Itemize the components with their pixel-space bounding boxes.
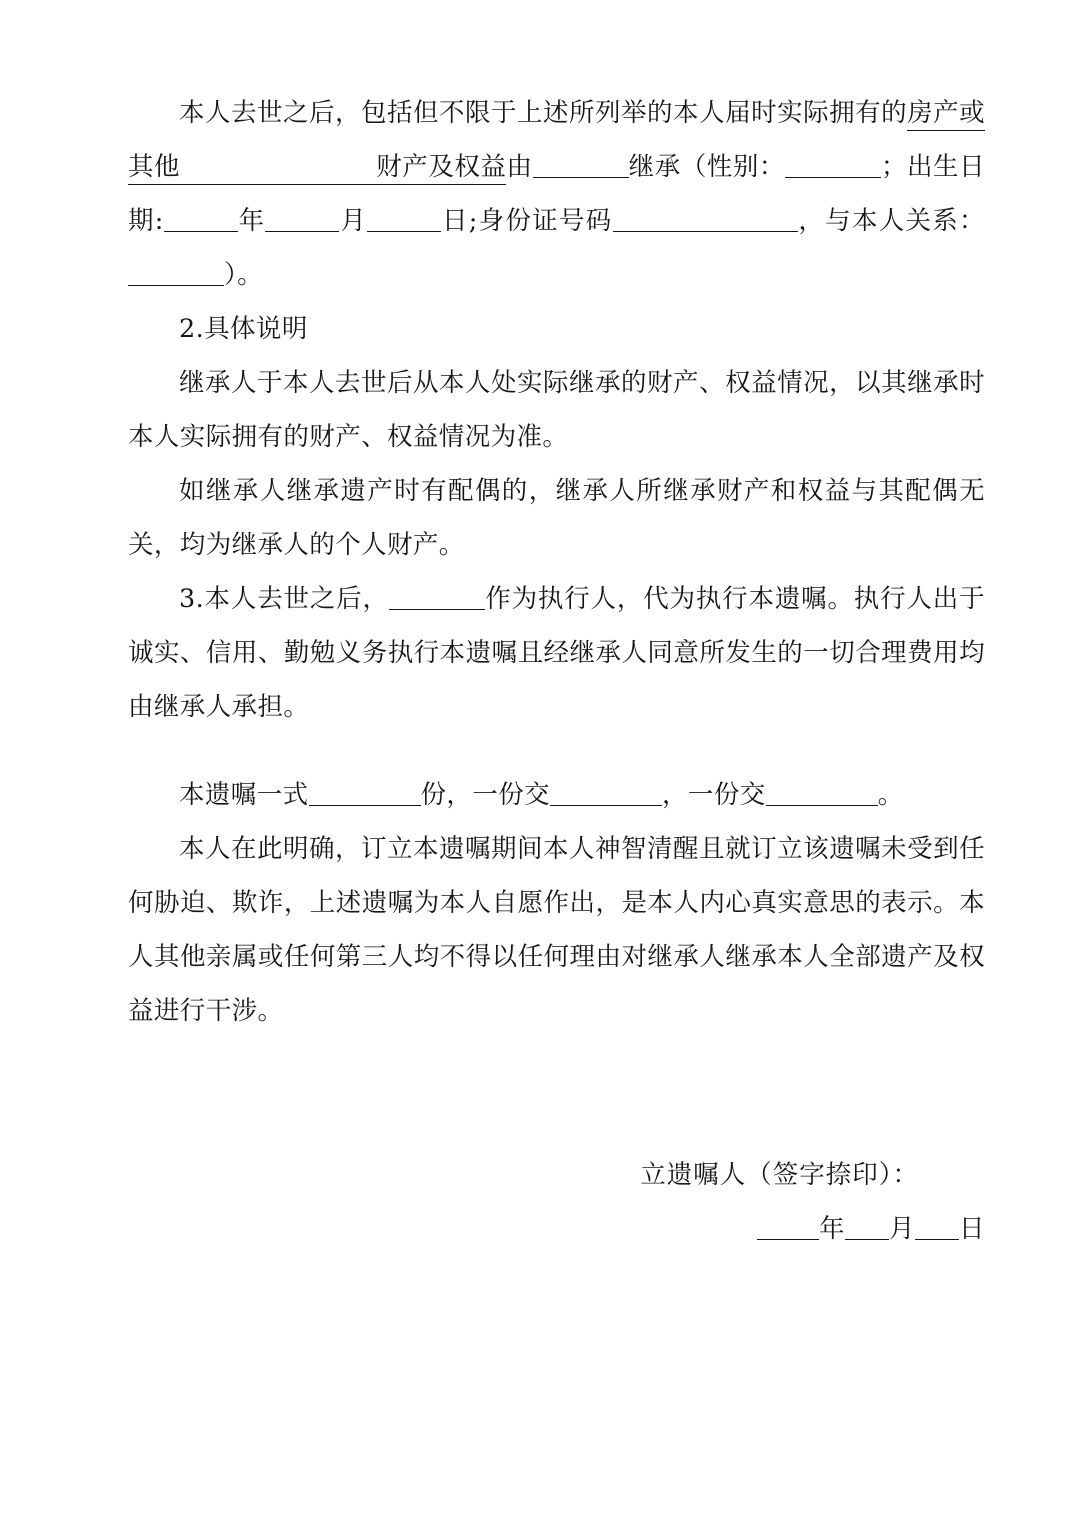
- clause-1-semicolon: ；: [880, 152, 907, 182]
- copies-count-blank[interactable]: [309, 783, 421, 806]
- clause-1-year-unit: 年: [237, 206, 266, 236]
- signature-year-blank[interactable]: [757, 1217, 819, 1240]
- clause-1-relation-blank[interactable]: [128, 263, 224, 286]
- signature-block: [128, 1148, 985, 1256]
- clause-1-heir-name-blank[interactable]: [533, 155, 629, 178]
- clause-3-prefix: 3.本人去世之后，: [179, 584, 389, 614]
- clause-1-close-paren: ）。: [224, 260, 264, 290]
- clause-3-body: 作为执行人，代为执行本遗嘱。执行人出于诚实、信用、勤勉义务执行本遗嘱且经继承人同意所发生的一切合理费用均由继承人承担。: [128, 584, 985, 722]
- document-body: [128, 86, 985, 1256]
- clause-1-gender-blank[interactable]: [785, 155, 881, 178]
- clause-1-day-unit: 日;: [441, 206, 478, 236]
- clause-2-heading: 2.具体说明: [179, 314, 308, 344]
- clause-1-by-text: 由: [506, 152, 533, 182]
- declaration-paragraph: 本人在此明确，订立本遗嘱期间本人神智清醒且就订立该遗嘱未受到任何胁迫、欺诈，上述遗嘱为本人自愿作出，是本人内心真实意思的表示。本人其他亲属或任何第三人均不得以任何理由对继承人继承本人全部遗产及权益进行干涉。: [128, 834, 985, 1026]
- clause-1-comma: ，: [797, 206, 826, 236]
- copies-period: 。: [877, 780, 904, 810]
- signature-spacer: [128, 1038, 985, 1148]
- copies-comma-text: ，一份交: [662, 780, 766, 810]
- clause-1-paragraph: [128, 86, 985, 302]
- copies-clause-paragraph: [128, 768, 985, 822]
- clause-3-paragraph: [128, 572, 985, 734]
- signature-month-blank[interactable]: [845, 1217, 889, 1240]
- signature-date-line: [128, 1202, 985, 1256]
- clause-1-birth-day-blank[interactable]: [367, 209, 441, 232]
- signature-month-unit: 月: [888, 1214, 915, 1244]
- clause-1-birth-month-blank[interactable]: [265, 209, 339, 232]
- clause-1-inherit-gender-label: 继承（性别：: [628, 152, 785, 182]
- clause-3-executor-blank[interactable]: [389, 587, 485, 610]
- clause-1-underlined-start: 房产或其他: [128, 98, 986, 182]
- copies-prefix: 本遗嘱一式: [179, 780, 309, 810]
- signature-day-unit: 日: [958, 1214, 985, 1244]
- clause-2-paragraph-1: 继承人于本人去世后从本人处实际继承的财产、权益情况，以其继承时本人实际拥有的财产、权益情况为准。: [128, 368, 985, 452]
- clause-1-id-number-blank[interactable]: [613, 209, 798, 232]
- testator-signature-label: 立遗嘱人（签字捺印）：: [640, 1160, 919, 1190]
- clause-1-underlined-end: 财产及权益: [376, 152, 507, 182]
- copies-recipient-2-blank[interactable]: [766, 783, 878, 806]
- clause-1-birthdate-label: 出生日期:: [128, 152, 985, 236]
- copies-unit-text: 份，一份交: [420, 780, 551, 810]
- clause-1-id-label: 身份证号码: [477, 206, 613, 236]
- copies-recipient-1-blank[interactable]: [550, 783, 662, 806]
- section-spacer: [128, 734, 985, 768]
- clause-2-paragraph-2: 如继承人继承遗产时有配偶的，继承人所继承财产和权益与其配偶无关，均为继承人的个人财产。: [128, 476, 985, 560]
- clause-1-birth-year-blank[interactable]: [164, 209, 238, 232]
- signature-day-blank[interactable]: [915, 1217, 959, 1240]
- clause-1-month-unit: 月: [339, 206, 368, 236]
- clause-1-lead-text: 本人去世之后，包括但不限于上述所列举的本人届时实际拥有的: [179, 98, 908, 128]
- signature-year-unit: 年: [818, 1214, 845, 1244]
- clause-1-relation-label: 与本人关系：: [825, 206, 985, 236]
